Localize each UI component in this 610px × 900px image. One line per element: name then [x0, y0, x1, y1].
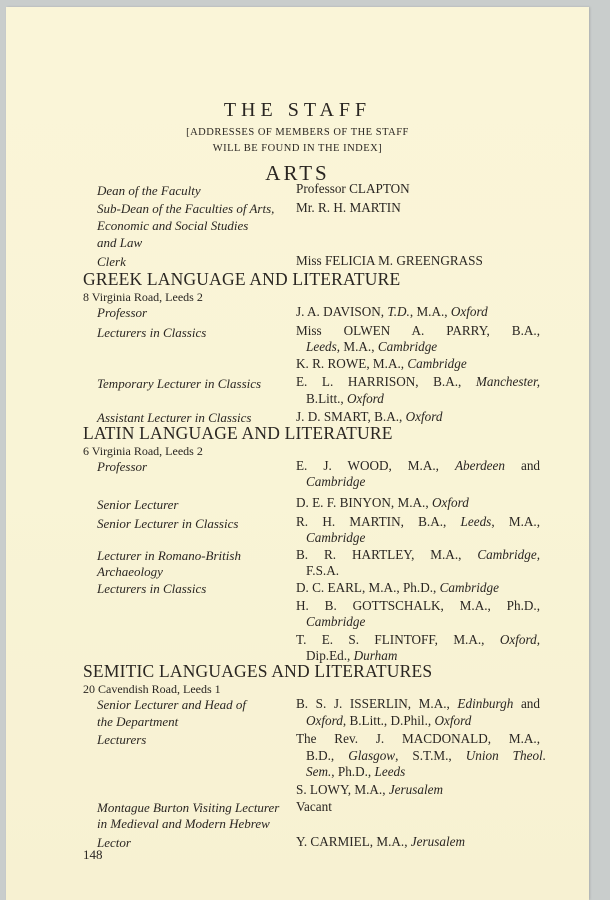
greek-name-parry-line-2: Leeds, M.A., Cambridge [306, 339, 438, 354]
latin-name-earl: D. C. EARL, M.A., Ph.D., Cambridge [296, 580, 499, 595]
page-number: 148 [83, 847, 103, 862]
latin-name-binyon: D. E. F. BINYON, M.A., Oxford [296, 495, 469, 510]
semitic-name-macdonald-line-2: B.D., Glasgow, S.T.M., Union Theol. [306, 748, 546, 763]
page-title: THE STAFF [223, 99, 372, 121]
semitic-role-head-line-1: Senior Lecturer and Head of [97, 697, 246, 712]
section-heading-semitic: SEMITIC LANGUAGES AND LITERATURES [83, 661, 433, 681]
greek-role-temporary: Temporary Lecturer in Classics [97, 376, 262, 391]
semitic-name-vacant: Vacant [296, 799, 332, 814]
latin-name-flintoff-line-1: T. E. S. FLINTOFF, M.A., Oxford, [296, 632, 540, 647]
latin-name-martin-line-1: R. H. MARTIN, B.A., Leeds, M.A., [296, 514, 540, 529]
latin-name-martin-line-2: Cambridge [306, 530, 366, 545]
name-clerk: Miss FELICIA M. GREENGRASS [296, 253, 483, 268]
latin-name-wood-line-1: E. J. WOOD, M.A., Aberdeen and [296, 458, 541, 473]
semitic-name-isserlin-line-2: Oxford, B.Litt., D.Phil., Oxford [306, 713, 472, 728]
latin-name-hartley-line-1: B. R. HARTLEY, M.A., Cambridge, [296, 547, 540, 562]
role-clerk: Clerk [97, 254, 126, 269]
arts-heading: ARTS [265, 161, 330, 185]
semitic-role-lector: Lector [97, 835, 131, 850]
semitic-role-head-line-2: the Department [97, 714, 179, 729]
greek-name-smart: J. D. SMART, B.A., Oxford [296, 409, 443, 424]
greek-role-professor: Professor [97, 305, 148, 320]
latin-name-hartley-line-2: F.S.A. [306, 563, 340, 578]
latin-name-gottschalk-line-2: Cambridge [306, 614, 366, 629]
latin-name-gottschalk-line-1: H. B. GOTTSCHALK, M.A., Ph.D., [296, 598, 540, 613]
greek-name-harrison-line-1: E. L. HARRISON, B.A., Manchester, [296, 374, 540, 389]
semitic-role-visiting-line-1: Montague Burton Visiting Lecturer [97, 800, 280, 815]
semitic-name-lowy: S. LOWY, M.A., Jerusalem [296, 782, 444, 797]
greek-role-lecturers: Lecturers in Classics [97, 325, 207, 340]
latin-name-flintoff-line-2: Dip.Ed., Durham [306, 648, 398, 663]
latin-role-lecturers-classics: Lecturers in Classics [97, 581, 207, 596]
semitic-name-macdonald-line-3: Sem., Ph.D., Leeds [306, 764, 406, 779]
latin-role-senior-lecturer-classics: Senior Lecturer in Classics [97, 516, 239, 531]
semitic-role-lecturers: Lecturers [97, 732, 147, 747]
semitic-role-visiting-line-2: in Medieval and Modern Hebrew [97, 816, 270, 831]
name-subdean: Mr. R. H. MARTIN [296, 200, 401, 215]
name-dean: Professor CLAPTON [296, 181, 410, 196]
latin-role-romano-british-line-1: Lecturer in Romano-British [97, 548, 241, 563]
index-note-line-1: [ADDRESSES OF MEMBERS OF THE STAFF [186, 127, 409, 138]
section-heading-latin: LATIN LANGUAGE AND LITERATURE [83, 423, 393, 443]
semitic-name-macdonald-line-1: The Rev. J. MACDONALD, M.A., [296, 731, 540, 746]
greek-name-parry-line-1: Miss OLWEN A. PARRY, B.A., [296, 323, 540, 338]
semitic-name-isserlin-line-1: B. S. J. ISSERLIN, M.A., Edinburgh and [296, 696, 540, 711]
semitic-name-carmiel: Y. CARMIEL, M.A., Jerusalem [296, 834, 465, 849]
greek-name-rowe: K. R. ROWE, M.A., Cambridge [296, 356, 467, 371]
greek-role-assistant: Assistant Lecturer in Classics [97, 410, 252, 425]
latin-name-wood-line-2: Cambridge [306, 474, 366, 489]
greek-address: 8 Virginia Road, Leeds 2 [83, 290, 203, 304]
role-subdean-line-1: Sub-Dean of the Faculties of Arts, [97, 201, 275, 216]
role-subdean-line-3: and Law [97, 235, 143, 250]
latin-role-romano-british-line-2: Archaeology [97, 564, 163, 579]
role-dean: Dean of the Faculty [97, 183, 201, 198]
latin-address: 6 Virginia Road, Leeds 2 [83, 444, 203, 458]
section-heading-greek: GREEK LANGUAGE AND LITERATURE [83, 269, 401, 289]
greek-name-davison: J. A. DAVISON, T.D., M.A., Oxford [296, 304, 488, 319]
latin-role-professor: Professor [97, 459, 148, 474]
semitic-address: 20 Cavendish Road, Leeds 1 [83, 682, 221, 696]
document-page [6, 7, 589, 900]
index-note-line-2: WILL BE FOUND IN THE INDEX] [212, 143, 383, 154]
greek-name-harrison-line-2: B.Litt., Oxford [306, 391, 384, 406]
role-subdean-line-2: Economic and Social Studies [97, 218, 249, 233]
latin-role-senior-lecturer: Senior Lecturer [97, 497, 179, 512]
